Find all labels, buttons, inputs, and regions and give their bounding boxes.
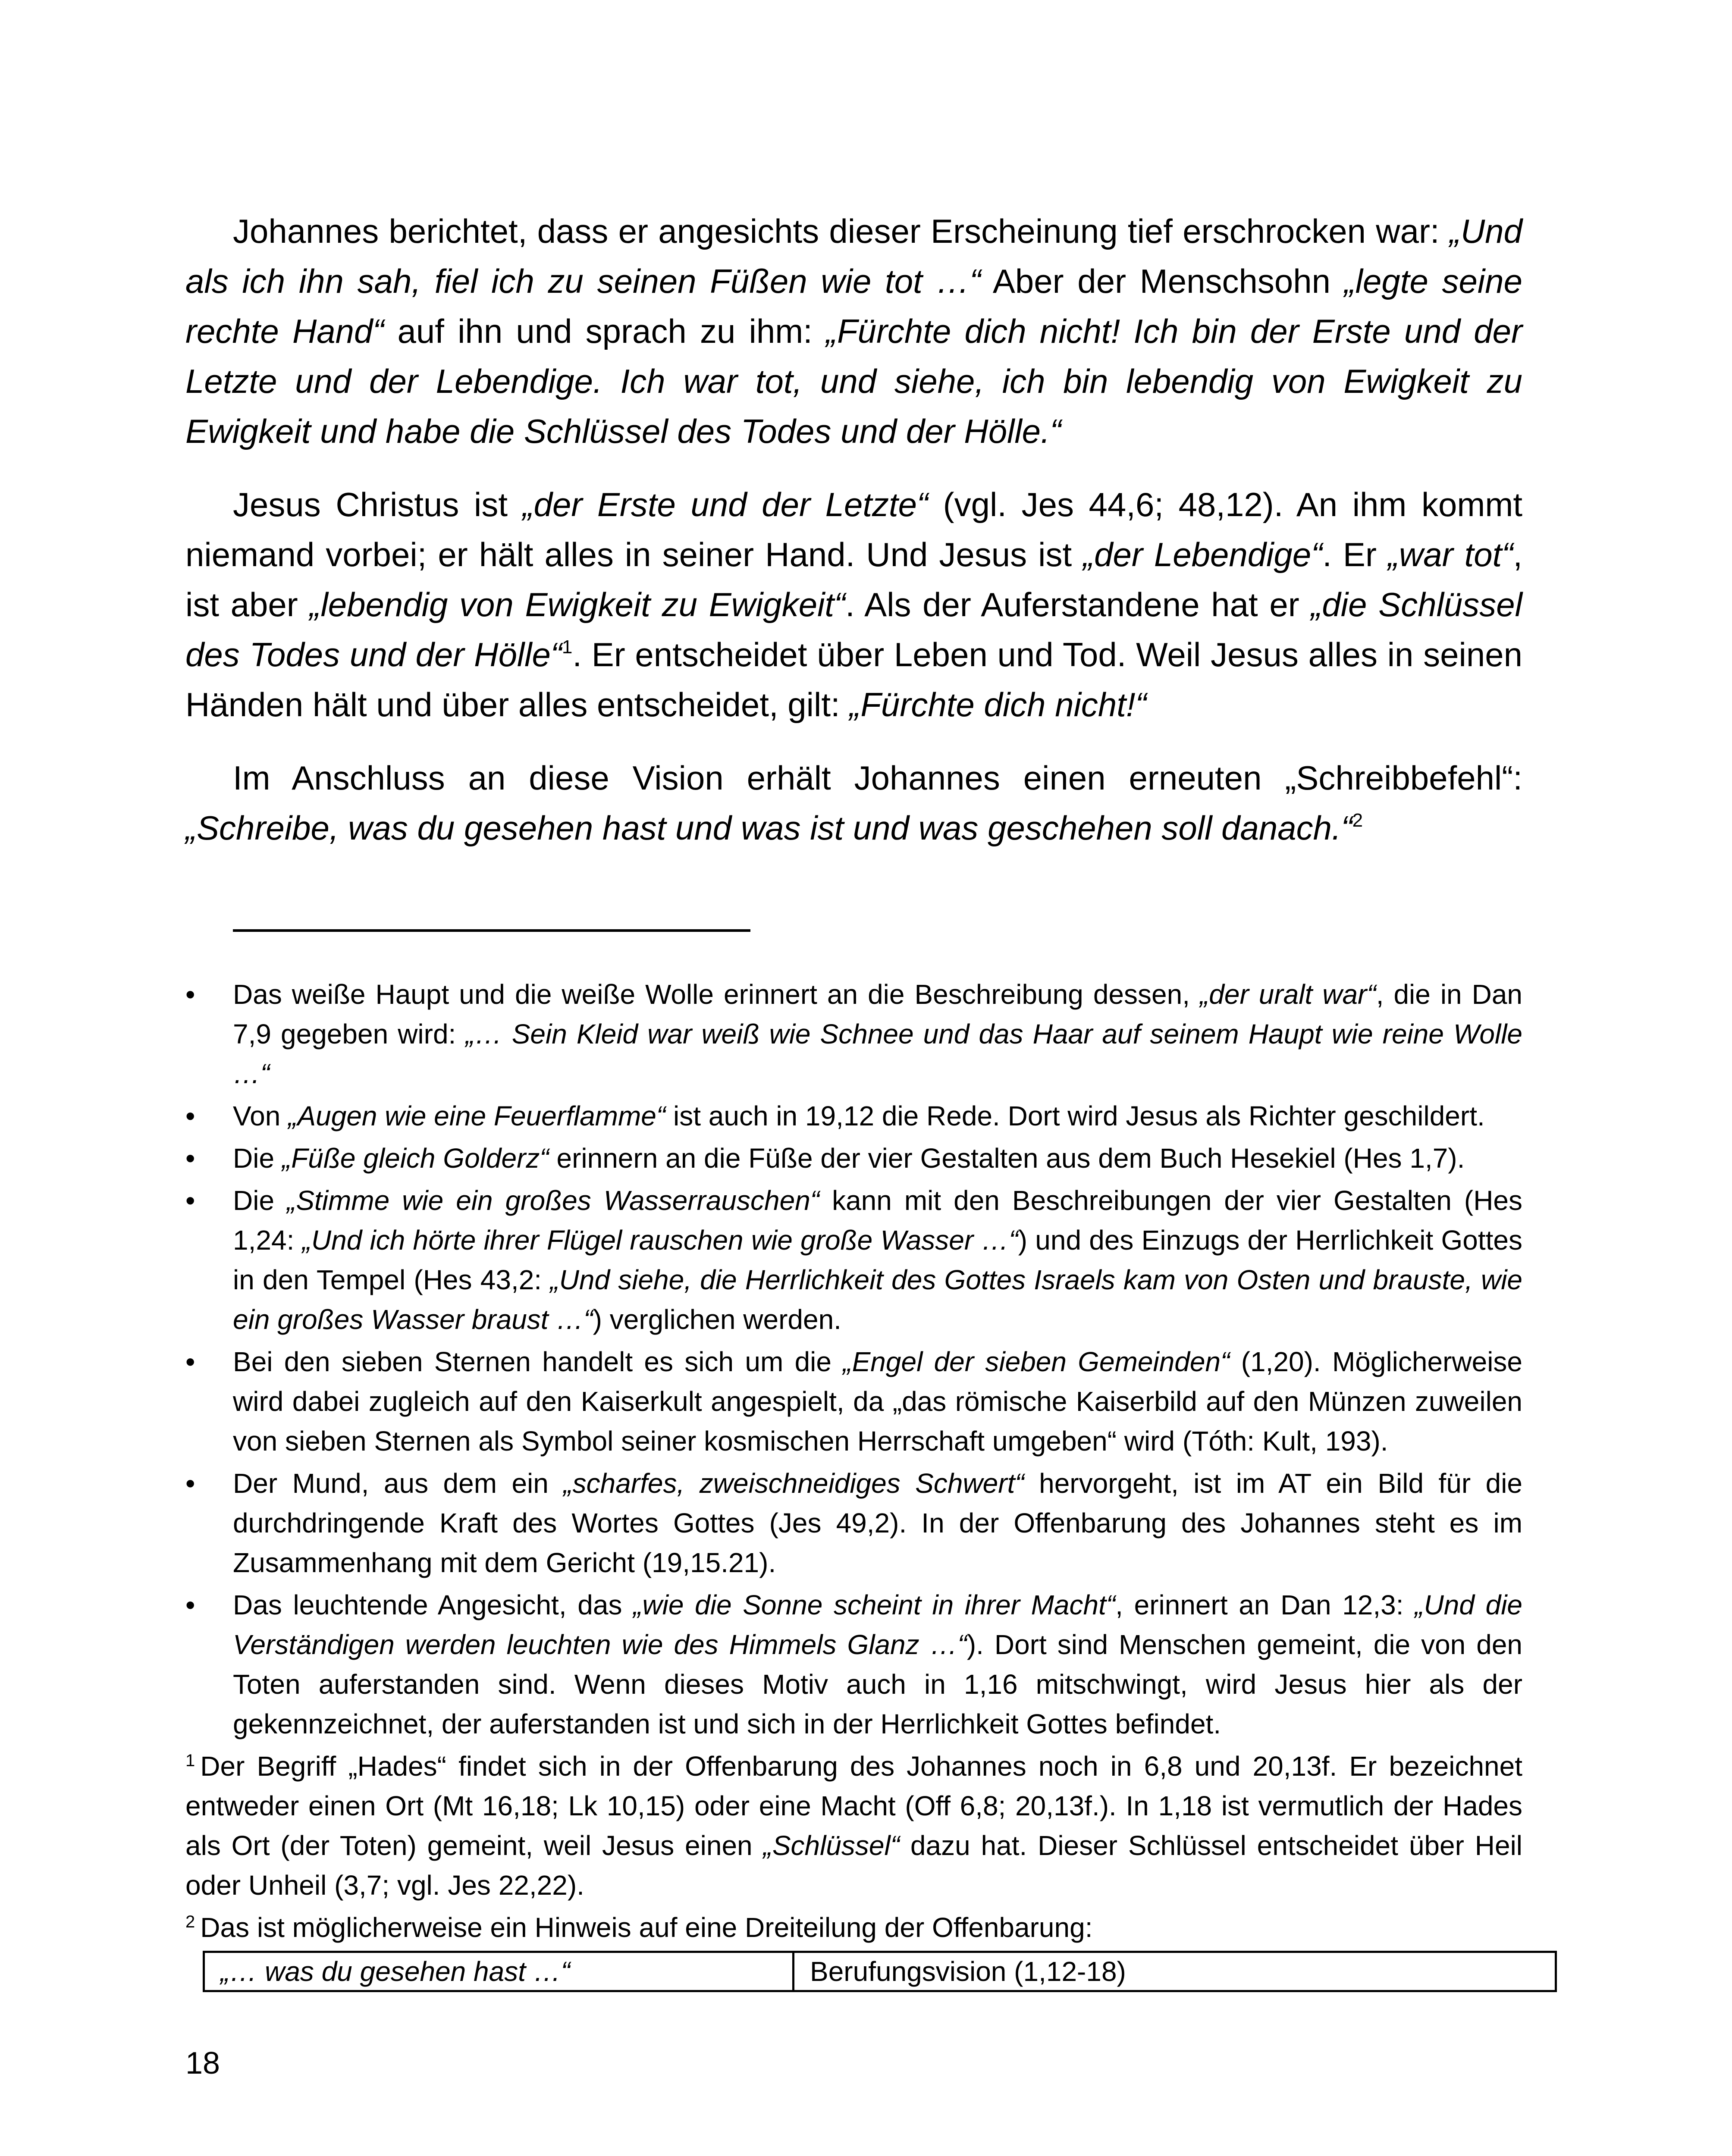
quote-text: „Füße gleich Golderz“ xyxy=(282,1143,549,1174)
quote-text: „lebendig von Ewigkeit zu Ewigkeit“ xyxy=(309,586,846,624)
bullet-item xyxy=(185,975,1522,1094)
text-run: Bei den sieben Sternen handelt es sich um die xyxy=(233,1346,843,1377)
table-cell-quote: „… was du gesehen hast …“ xyxy=(204,1952,794,1991)
text-run: , erinnert an Dan 12,3: xyxy=(1115,1589,1415,1620)
bullet-icon: • xyxy=(185,1468,195,1499)
footnote-separator xyxy=(233,929,750,932)
quote-text: „die Schlüssel des Todes und der Hölle“ xyxy=(185,586,1522,674)
quote-text: „Schlüssel“ xyxy=(763,1830,900,1861)
text-run: Das ist möglicherweise ein Hinweis auf eine Dreiteilung der Offenbarung: xyxy=(200,1912,1093,1943)
text-run: Im Anschluss an diese Vision erhält Johannes einen erneuten „Schreibbefehl“: xyxy=(233,759,1522,797)
text-run: Der Begriff „Hades“ findet sich in der Offenbarung des Johannes noch in 6,8 und 20,13f. Er bezeichnet entweder einen Ort (Mt 16,18; Lk 10,15) oder eine Macht (Off 6,8; 20,13f.). In 1,18 ist vermutlich der Hades als Ort (der Toten) gemeint, weil Jesus einen xyxy=(185,1751,1522,1861)
quote-text: „Augen wie eine Feuerflamme“ xyxy=(288,1100,666,1131)
quote-text: „Stimme wie ein großes Wasserrauschen“ xyxy=(287,1185,820,1216)
bullet-list xyxy=(185,975,1522,1744)
paragraph xyxy=(185,753,1522,853)
footnote-ref: 1 xyxy=(185,1751,195,1770)
quote-text: „der Erste und der Letzte“ xyxy=(522,486,929,523)
quote-text: „Schreibe, was du gesehen hast und was ist und was geschehen soll danach.“ xyxy=(185,809,1352,847)
quote-text: „war tot“ xyxy=(1387,536,1513,573)
bullet-icon: • xyxy=(185,1185,195,1216)
text-run: Die xyxy=(233,1185,287,1216)
quote-text: „Fürchte dich nicht!“ xyxy=(849,686,1147,724)
footnote-list xyxy=(185,1746,1522,1947)
quote-text: „Und die Verständigen werden leuchten wie des Himmels Glanz …“ xyxy=(233,1589,1523,1660)
text-run: dazu hat. Dieser Schlüssel entscheidet über Heil oder Unheil (3,7; vgl. Jes 22,22). xyxy=(185,1830,1523,1901)
footnote-ref: 2 xyxy=(185,1912,195,1931)
paragraph xyxy=(185,479,1522,730)
text-run: Von xyxy=(233,1100,289,1131)
bullet-item xyxy=(185,1342,1522,1461)
text-run: erinnern an die Füße der vier Gestalten aus dem Buch Hesekiel (Hes 1,7). xyxy=(549,1143,1465,1174)
text-run: , die in Dan 7,9 gegeben wird: xyxy=(233,979,1523,1050)
quote-text: „… Sein Kleid war weiß wie Schnee und das Haar auf seinem Haupt wie reine Wolle …“ xyxy=(233,1018,1522,1089)
quote-text: „legte seine rechte Hand“ xyxy=(185,262,1522,350)
text-run: ist auch in 19,12 die Rede. Dort wird Jesus als Richter geschildert. xyxy=(665,1100,1485,1131)
text-run: (1,20). Möglicherweise wird dabei zugleich auf den Kaiserkult angespielt, da „das römische Kaiserbild auf den Münzen zuweilen von sieben Sternen als Symbol seiner kosmischen Herrschaft umgeben“ wird (Tóth: Kult, 193). xyxy=(233,1346,1523,1457)
text-run: kann mit den Beschreibungen der vier Gestalten (Hes 1,24: xyxy=(233,1185,1523,1256)
bullet-icon: • xyxy=(185,1346,195,1377)
footnote xyxy=(185,1908,1522,1947)
text-run: auf ihn und sprach zu ihm: xyxy=(384,312,826,350)
quote-text: „Fürchte dich nicht! Ich bin der Erste und der Letzte und der Lebendige. Ich war tot, und siehe, ich bin lebendig von Ewigkeit zu Ewigkeit und habe die Schlüssel des Todes und der Hölle.“ xyxy=(185,312,1522,450)
quote-text: „Und siehe, die Herrlichkeit des Gottes Israels kam von Osten und brauste, wie ein großes Wasser braust …“ xyxy=(233,1264,1523,1335)
quote-text: „Und ich hörte ihrer Flügel rauschen wie große Wasser …“ xyxy=(302,1225,1018,1256)
table-cell-section: Berufungsvision (1,12-18) xyxy=(794,1952,1556,1991)
text-run: (vgl. Jes 44,6; 48,12). An ihm kommt niemand vorbei; er hält alles in seiner Hand. Und Jesus ist xyxy=(185,486,1522,573)
quote-text: „der uralt war“ xyxy=(1199,979,1376,1010)
bullet-icon: • xyxy=(185,1589,195,1620)
quote-text: „Engel der sieben Gemeinden“ xyxy=(843,1346,1230,1377)
quote-text: „der Lebendige“ xyxy=(1083,536,1323,573)
text-run: Die xyxy=(233,1143,282,1174)
text-run: ). Dort sind Menschen gemeint, die von den Toten auferstanden sind. Wenn dieses Motiv auch in 1,16 mitschwingt, wird Jesus hier als der gekennzeichnet, der auferstanden ist und sich in der Herrlichkeit Gottes befindet. xyxy=(233,1629,1523,1739)
bullet-item xyxy=(185,1585,1522,1744)
text-run: Jesus Christus ist xyxy=(233,486,523,523)
division-table xyxy=(203,1951,1557,1992)
text-run: ) verglichen werden. xyxy=(593,1304,841,1335)
text-run: hervorgeht, ist im AT ein Bild für die durchdringende Kraft des Wortes Gottes (Jes 49,2). In der Offenbarung des Johannes steht es im Zusammenhang mit dem Gericht (19,15.21). xyxy=(233,1468,1522,1578)
text-run: . Als der Auferstandene hat er xyxy=(845,586,1311,624)
page-number: 18 xyxy=(185,2046,220,2081)
bullet-item xyxy=(185,1463,1522,1583)
footnotes-area xyxy=(185,975,1522,1992)
bullet-item xyxy=(185,1138,1522,1178)
footnote-ref: 1 xyxy=(562,636,573,658)
paragraph xyxy=(185,206,1522,456)
quote-text: „wie die Sonne scheint in ihrer Macht“ xyxy=(633,1589,1116,1620)
text-run: . Er entscheidet über Leben und Tod. Weil Jesus alles in seinen Händen hält und über alles entscheidet, gilt: xyxy=(185,636,1522,724)
text-run: Aber der Menschsohn xyxy=(981,262,1344,300)
text-run: Das weiße Haupt und die weiße Wolle erinnert an die Beschreibung dessen, xyxy=(233,979,1200,1010)
text-run: Johannes berichtet, dass er angesichts dieser Erscheinung tief erschrocken war: xyxy=(233,212,1450,250)
bullet-icon: • xyxy=(185,979,195,1010)
bullet-icon: • xyxy=(185,1100,195,1131)
quote-text: „scharfes, zweischneidiges Schwert“ xyxy=(563,1468,1024,1499)
main-text xyxy=(185,206,1522,876)
table-row xyxy=(204,1952,1556,1991)
bullet-item xyxy=(185,1181,1522,1339)
text-run: ) und des Einzugs der Herrlichkeit Gottes in den Tempel (Hes 43,2: xyxy=(233,1225,1523,1295)
footnote xyxy=(185,1746,1522,1905)
text-run: Das leuchtende Angesicht, das xyxy=(233,1589,634,1620)
text-run: Der Mund, aus dem ein xyxy=(233,1468,564,1499)
bullet-item xyxy=(185,1096,1522,1136)
text-run: . Er xyxy=(1322,536,1388,573)
footnote-ref: 2 xyxy=(1352,810,1363,831)
bullet-icon: • xyxy=(185,1143,195,1174)
quote-text: „Und als ich ihn sah, fiel ich zu seinen Füßen wie tot …“ xyxy=(185,212,1522,300)
text-run: , ist aber xyxy=(185,536,1522,624)
